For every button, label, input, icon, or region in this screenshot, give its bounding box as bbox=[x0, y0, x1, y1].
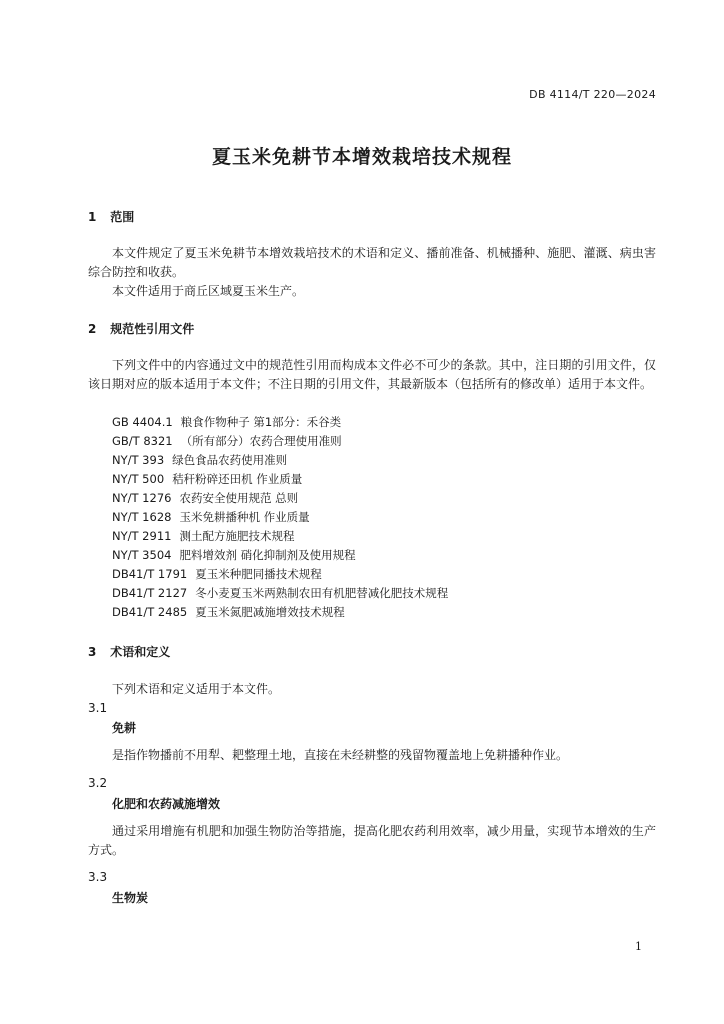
reference-title: 夏玉米氮肥减施增效技术规程 bbox=[195, 605, 345, 619]
reference-code: DB41/T 2485 bbox=[112, 605, 188, 619]
term-number: 3.3 bbox=[88, 870, 108, 884]
reference-title: 冬小麦夏玉米两熟制农田有机肥替减化肥技术规程 bbox=[195, 586, 449, 600]
reference-item bbox=[112, 413, 341, 432]
reference-item bbox=[112, 508, 310, 527]
section-1-heading bbox=[88, 208, 134, 225]
section-2-heading bbox=[88, 320, 194, 337]
reference-item bbox=[112, 584, 448, 603]
term-number: 3.2 bbox=[88, 776, 108, 790]
term-name: 生物炭 bbox=[112, 891, 149, 905]
reference-code: NY/T 3504 bbox=[112, 548, 172, 562]
page-number: 1 bbox=[635, 940, 642, 953]
term-number: 3.1 bbox=[88, 701, 108, 715]
reference-item bbox=[112, 546, 356, 565]
reference-code: NY/T 393 bbox=[112, 453, 165, 467]
reference-code: NY/T 1276 bbox=[112, 491, 172, 505]
terms-intro: 下列术语和定义适用于本文件。 bbox=[112, 682, 281, 696]
reference-code: NY/T 2911 bbox=[112, 529, 172, 543]
section-3-heading bbox=[88, 643, 170, 660]
reference-title: 玉米免耕播种机 作业质量 bbox=[179, 510, 310, 524]
reference-title: 秸秆粉碎还田机 作业质量 bbox=[172, 472, 303, 486]
reference-title: 测土配方施肥技术规程 bbox=[179, 529, 295, 543]
reference-item bbox=[112, 451, 287, 470]
term-name: 免耕 bbox=[112, 721, 137, 735]
reference-item bbox=[112, 489, 298, 508]
reference-code: NY/T 1628 bbox=[112, 510, 172, 524]
reference-item bbox=[112, 432, 342, 451]
scope-paragraph: 本文件规定了夏玉米免耕节本增效栽培技术的术语和定义、播前准备、机械播种、施肥、灌溉、病虫害综合防控和收获。 bbox=[88, 246, 656, 279]
document-code: DB 4114/T 220—2024 bbox=[529, 88, 656, 101]
section-title: 规范性引用文件 bbox=[110, 322, 195, 336]
reference-item bbox=[112, 527, 294, 546]
reference-code: NY/T 500 bbox=[112, 472, 165, 486]
reference-item bbox=[112, 565, 322, 584]
term-name: 化肥和农药减施增效 bbox=[112, 797, 221, 811]
reference-title: 粮食作物种子 第1部分：禾谷类 bbox=[180, 415, 342, 429]
reference-code: GB/T 8321 bbox=[112, 434, 173, 448]
section-title: 范围 bbox=[110, 210, 135, 224]
reference-code: DB41/T 1791 bbox=[112, 567, 188, 581]
section-number: 1 bbox=[88, 210, 97, 224]
reference-title: 绿色食品农药使用准则 bbox=[172, 453, 288, 467]
reference-code: GB 4404.1 bbox=[112, 415, 173, 429]
reference-title: 肥料增效剂 硝化抑制剂及使用规程 bbox=[179, 548, 356, 562]
reference-title: 农药安全使用规范 总则 bbox=[179, 491, 299, 505]
reference-code: DB41/T 2127 bbox=[112, 586, 188, 600]
section-title: 术语和定义 bbox=[110, 645, 171, 659]
reference-title: 夏玉米种肥同播技术规程 bbox=[195, 567, 322, 581]
document-title: 夏玉米免耕节本增效栽培技术规程 bbox=[211, 146, 512, 168]
reference-title: （所有部分）农药合理使用准则 bbox=[180, 434, 342, 448]
term-definition: 通过采用增施有机肥和加强生物防治等措施，提高化肥农药利用效率，减少用量，实现节本增效的生产方式。 bbox=[88, 824, 656, 857]
scope-applicability: 本文件适用于商丘区域夏玉米生产。 bbox=[112, 284, 305, 298]
section-number: 2 bbox=[88, 322, 97, 336]
reference-item bbox=[112, 470, 302, 489]
term-definition: 是指作物播前不用犁、耙整理土地，直接在未经耕整的残留物覆盖地上免耕播种作业。 bbox=[112, 748, 569, 762]
reference-item bbox=[112, 603, 345, 622]
references-intro: 下列文件中的内容通过文中的规范性引用而构成本文件必不可少的条款。其中，注日期的引用文件，仅该日期对应的版本适用于本文件；不注日期的引用文件，其最新版本（包括所有的修改单）适用于本文件。 bbox=[88, 358, 656, 391]
section-number: 3 bbox=[88, 645, 97, 659]
